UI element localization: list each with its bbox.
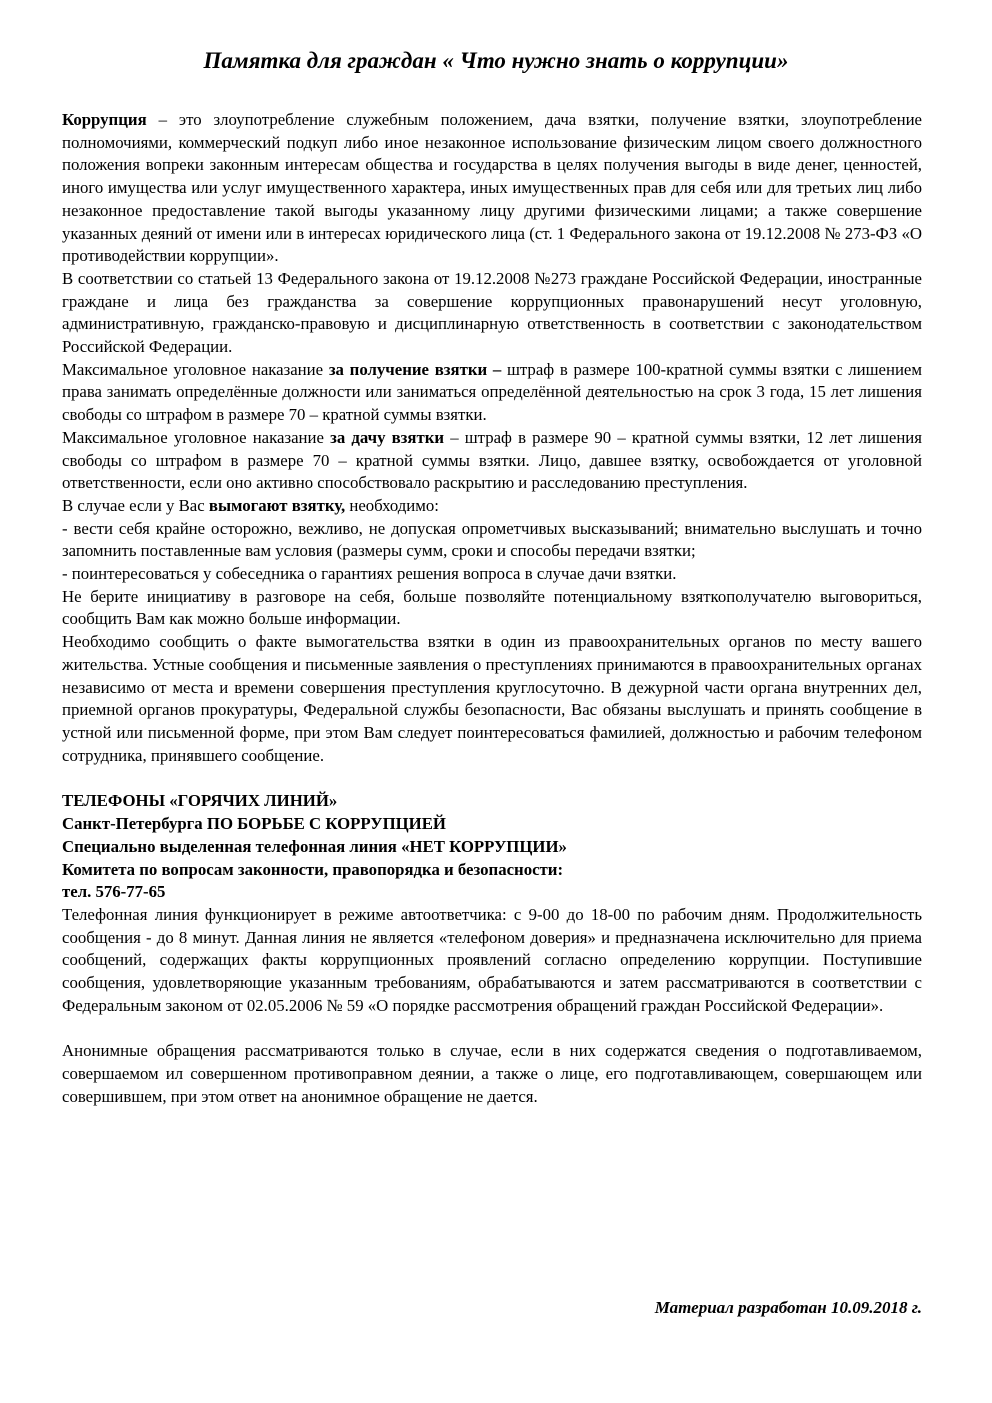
advice-item-2: - поинтересоваться у собеседника о гарантиях решения вопроса в случае дачи взятки. — [62, 564, 677, 584]
definition-paragraph — [62, 109, 922, 268]
bribe-giving-bold: за дачу взятки — [330, 427, 445, 447]
advice-paragraph: Не берите инициативу в разговоре на себя, больше позволяйте потенциальному взяткополучателю выговориться, сообщить Вам как можно больше информации. — [62, 586, 922, 629]
bribe-receiving-paragraph — [62, 359, 922, 427]
bribe-receiving-lead: Максимальное уголовное наказание — [62, 359, 329, 379]
document-title: Памятка для граждан « Что нужно знать о коррупции» — [203, 48, 789, 73]
liability-paragraph: В соответствии со статьей 13 Федерального закона от 19.12.2008 №273 граждане Российской Федерации, иностранные граждане и лица без гражданства за совершение коррупционных правонарушений несут уголовную, административную, гражданско-правовую и дисциплинарную ответственность в соответствии с законодательством Российской Федерации. — [62, 268, 922, 357]
extortion-lead: В случае если у Вас — [62, 495, 209, 515]
hotline-heading-2: Санкт-Петербурга ПО БОРЬБЕ С КОРРУПЦИЕЙ — [62, 814, 446, 834]
bribe-giving-paragraph — [62, 427, 922, 495]
extortion-paragraph — [62, 495, 922, 518]
document-signature: Материал разработан 10.09.2018 г. — [654, 1298, 922, 1317]
definition-text: – это злоупотребление служебным положением, дача взятки, получение взятки, злоупотребление полномочиями, коммерческий подкуп либо иное незаконное использование физическим лицом своего должностного положения вопреки законным интересам общества и государства в целях получения выгоды в виде денег, ценностей, иного имущества или услуг имущественного характера, иных имущественных прав для себя или для третьих лиц либо незаконное предоставление такой выгоды указанному лицу другими физическими лицами; а также совершение указанных деяний от имени или в интересах юридического лица (ст. 1 Федерального закона от 19.12.2008 № 273-ФЗ «О противодействии коррупции». — [62, 110, 922, 266]
bribe-giving-lead: Максимальное уголовное наказание — [62, 427, 331, 447]
hotline-heading-4: Комитета по вопросам законности, правопорядка и безопасности: — [62, 859, 564, 879]
hotline-phone: тел. 576-77-65 — [62, 882, 166, 902]
bribe-receiving-bold: за получение взятки – — [328, 359, 502, 379]
anonymous-paragraph: Анонимные обращения рассматриваются только в случае, если в них содержатся сведения о подготавливаемом, совершаемом ил совершенном противоправном деянии, а также о лице, его подготавливающем, совершающем или совершившем, при этом ответ на анонимное обращение не дается. — [62, 1041, 922, 1106]
bribe-receiving-text: штраф в размере 100-кратной суммы взятки с лишением права занимать определённые должности или заниматься определённой деятельностью на срок 3 года, 15 лет лишения свободы со штрафом в размере 70 – кратной суммы взятки. — [62, 359, 922, 425]
advice-item-1: - вести себя крайне осторожно, вежливо, не допуская опрометчивых высказываний; внимательно выслушать и точно запомнить поставленные вам условия (размеры сумм, сроки и способы передачи взятки; — [62, 518, 922, 561]
hotline-heading-3: Специально выделенная телефонная линия «НЕТ КОРРУПЦИИ» — [62, 836, 567, 856]
definition-term: Коррупция — [62, 110, 147, 129]
bribe-giving-text: – штраф в размере 90 – кратной суммы взятки, 12 лет лишения свободы со штрафом в размере 70 – кратной суммы взятки. Лицо, давшее взятку, освобождается от уголовной ответственности, если оно активно способствовало раскрытию и расследованию преступления. — [62, 427, 922, 493]
document-body — [62, 109, 922, 1109]
hotline-heading-1: ТЕЛЕФОНЫ «ГОРЯЧИХ ЛИНИЙ» — [62, 791, 338, 811]
extortion-bold: вымогают взятку, — [208, 495, 346, 515]
reporting-paragraph: Необходимо сообщить о факте вымогательства взятки в один из правоохранительных органов по месту вашего жительства. Устные сообщения и письменные заявления о преступлениях принимаются в правоохранительных органах независимо от места и времени совершения преступления круглосуточно. В дежурной части органа внутренних дел, приемной органов прокуратуры, Федеральной службы безопасности, Вас обязаны выслушать и принять сообщение в устной или письменной форме, при этом Вам следует поинтересоваться фамилией, должностью и рабочим телефоном сотрудника, принявшего сообщение. — [62, 632, 922, 765]
hotline-description-paragraph: Телефонная линия функционирует в режиме автоответчика: с 9-00 до 18-00 по рабочим дням. Продолжительность сообщения - до 8 минут. Данная линия не является «телефоном доверия» и предназначена исключительно для приема сообщений, содержащих факты коррупционных проявлений согласно определению коррупции. Поступившие сообщения, удовлетворяющие указанным требованиям, обрабатываются и затем рассматриваются в соответствии с Федеральным законом от 02.05.2006 № 59 «О порядке рассмотрения обращений граждан Российской Федерации». — [62, 904, 922, 1015]
extortion-text: необходимо: — [345, 495, 439, 515]
